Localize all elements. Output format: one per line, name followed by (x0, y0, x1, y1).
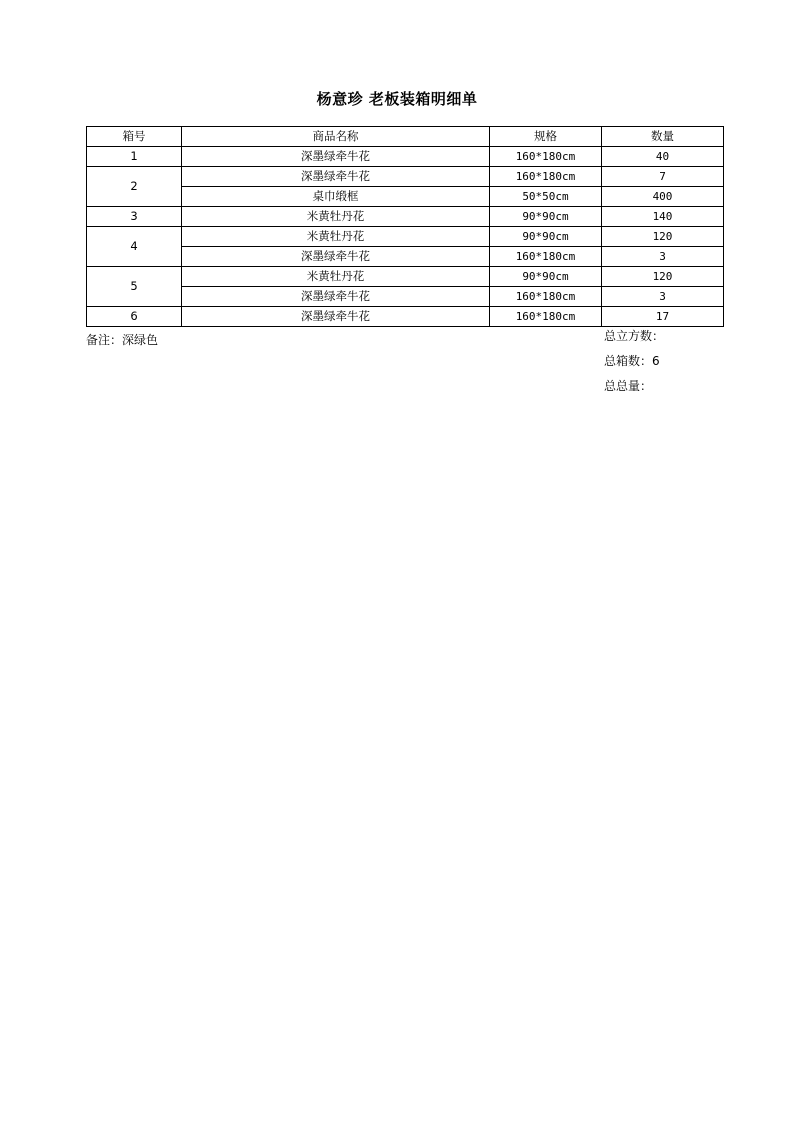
spec-cell: 160*180cm (490, 307, 602, 327)
product-name-cell: 米黄牡丹花 (182, 207, 490, 227)
header-product-name: 商品名称 (182, 127, 490, 147)
spec-cell: 90*90cm (490, 207, 602, 227)
table-row (87, 287, 724, 307)
product-name-cell: 深墨绿牵牛花 (182, 167, 490, 187)
table-row (87, 247, 724, 267)
spec-cell: 50*50cm (490, 187, 602, 207)
page-title: 杨意珍 老板装箱明细单 (316, 90, 478, 108)
remark-note: 备注：深绿色 (86, 333, 159, 347)
box-no-cell: 1 (87, 147, 182, 167)
box-no-cell: 3 (87, 207, 182, 227)
header-box-no: 箱号 (87, 127, 182, 147)
box-no-cell: 4 (87, 227, 182, 267)
product-name-cell: 深墨绿牵牛花 (182, 287, 490, 307)
header-quantity: 数量 (602, 127, 724, 147)
spec-cell: 90*90cm (490, 267, 602, 287)
table-row (87, 147, 724, 167)
table-row (87, 267, 724, 287)
product-name-cell: 桌巾缎框 (182, 187, 490, 207)
total-boxes-label: 总箱数：6 (604, 354, 660, 368)
spec-cell: 90*90cm (490, 227, 602, 247)
spec-cell: 160*180cm (490, 247, 602, 267)
summary-block (604, 327, 664, 402)
quantity-cell: 120 (602, 227, 724, 247)
quantity-cell: 400 (602, 187, 724, 207)
header-spec: 规格 (490, 127, 602, 147)
packing-list-table (86, 126, 724, 327)
spec-cell: 160*180cm (490, 147, 602, 167)
product-name-cell: 米黄牡丹花 (182, 267, 490, 287)
table-row (87, 207, 724, 227)
box-no-cell: 5 (87, 267, 182, 307)
product-name-cell: 深墨绿牵牛花 (182, 247, 490, 267)
table-row (87, 227, 724, 247)
table-row (87, 187, 724, 207)
quantity-cell: 3 (602, 247, 724, 267)
box-no-cell: 6 (87, 307, 182, 327)
product-name-cell: 米黄牡丹花 (182, 227, 490, 247)
product-name-cell: 深墨绿牵牛花 (182, 307, 490, 327)
quantity-cell: 17 (602, 307, 724, 327)
quantity-cell: 40 (602, 147, 724, 167)
quantity-cell: 3 (602, 287, 724, 307)
box-no-cell: 2 (87, 167, 182, 207)
table-row (87, 167, 724, 187)
spec-cell: 160*180cm (490, 167, 602, 187)
quantity-cell: 7 (602, 167, 724, 187)
quantity-cell: 120 (602, 267, 724, 287)
table-header-row (87, 127, 724, 147)
total-weight-label: 总总量： (604, 379, 653, 393)
quantity-cell: 140 (602, 207, 724, 227)
product-name-cell: 深墨绿牵牛花 (182, 147, 490, 167)
spec-cell: 160*180cm (490, 287, 602, 307)
table-row (87, 307, 724, 327)
total-volume-label: 总立方数： (604, 329, 665, 343)
